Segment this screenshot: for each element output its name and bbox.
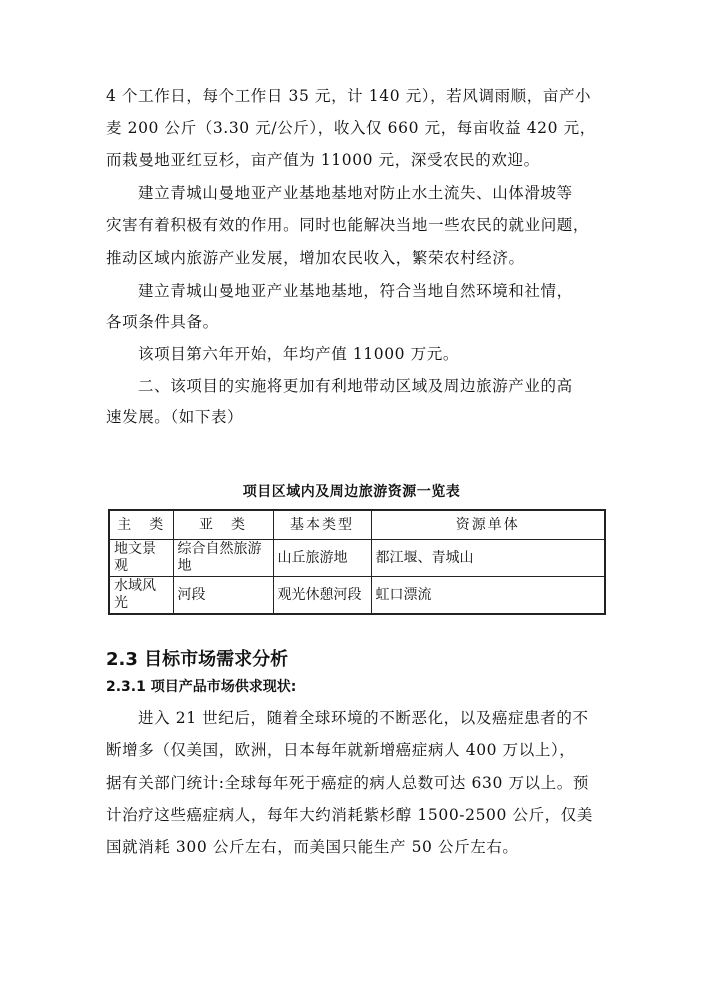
table-header-cell: 基本类型 xyxy=(273,510,371,540)
section-heading: 2.3 目标市场需求分析 xyxy=(106,649,289,670)
paragraph-line: 据有关部门统计:全球每年死于癌症的病人总数可达 630 万以上。预 xyxy=(106,774,589,792)
table-header-cell: 资源单体 xyxy=(371,510,605,540)
table-row xyxy=(109,577,605,615)
table-cell: 都江堰、青城山 xyxy=(371,540,605,577)
paragraph-line: 计治疗这些癌症病人，每年大约消耗紫杉醇 1500-2500 公斤，仅美 xyxy=(106,806,593,824)
paragraph-line: 各项条件具备。 xyxy=(106,313,219,331)
table-header-row xyxy=(109,510,605,540)
paragraph-line: 建立青城山曼地亚产业基地基地对防止水土流失、山体滑坡等 xyxy=(138,184,573,202)
paragraph-line: 速发展。（如下表） xyxy=(106,408,244,426)
table-cell: 河段 xyxy=(173,577,273,615)
paragraph-line: 麦 200 公斤（3.30 元/公斤），收入仅 660 元，每亩收益 420 元， xyxy=(106,119,596,137)
table-row xyxy=(109,540,605,577)
subsection-heading: 2.3.1 项目产品市场供求现状: xyxy=(106,679,297,695)
table-cell: 虹口漂流 xyxy=(371,577,605,615)
table-cell: 观光休憩河段 xyxy=(273,577,371,615)
paragraph-line: 进入 21 世纪后，随着全球环境的不断恶化，以及癌症患者的不 xyxy=(138,709,589,727)
paragraph-line: 推动区域内旅游产业发展，增加农民收入，繁荣农村经济。 xyxy=(106,249,525,267)
paragraph-line: 断增多（仅美国，欧洲，日本每年就新增癌症病人 400 万以上）， xyxy=(106,741,576,759)
table-header-cell: 亚 类 xyxy=(173,510,273,540)
table-cell: 地文景观 xyxy=(109,540,173,577)
paragraph-line: 国就消耗 300 公斤左右，而美国只能生产 50 公斤左右。 xyxy=(106,838,519,856)
tourism-resources-table xyxy=(108,509,606,615)
paragraph-line: 该项目第六年开始，年均产值 11000 万元。 xyxy=(138,345,459,363)
table-header-cell: 主 类 xyxy=(109,510,173,540)
paragraph-line: 灾害有着积极有效的作用。同时也能解决当地一些农民的就业问题， xyxy=(106,216,590,234)
paragraph-line: 4 个工作日，每个工作日 35 元，计 140 元），若风调雨顺，亩产小 xyxy=(106,87,592,105)
table-title: 项目区域内及周边旅游资源一览表 xyxy=(242,484,461,500)
paragraph-line: 而栽曼地亚红豆杉，亩产值为 11000 元，深受农民的欢迎。 xyxy=(106,151,540,169)
table-cell: 综合自然旅游地 xyxy=(173,540,273,577)
paragraph-line: 建立青城山曼地亚产业基地基地，符合当地自然环境和社情， xyxy=(138,282,573,300)
paragraph-line: 二、该项目的实施将更加有利地带动区域及周边旅游产业的高 xyxy=(138,377,573,395)
table-cell: 水域风光 xyxy=(109,577,173,615)
table-cell: 山丘旅游地 xyxy=(273,540,371,577)
